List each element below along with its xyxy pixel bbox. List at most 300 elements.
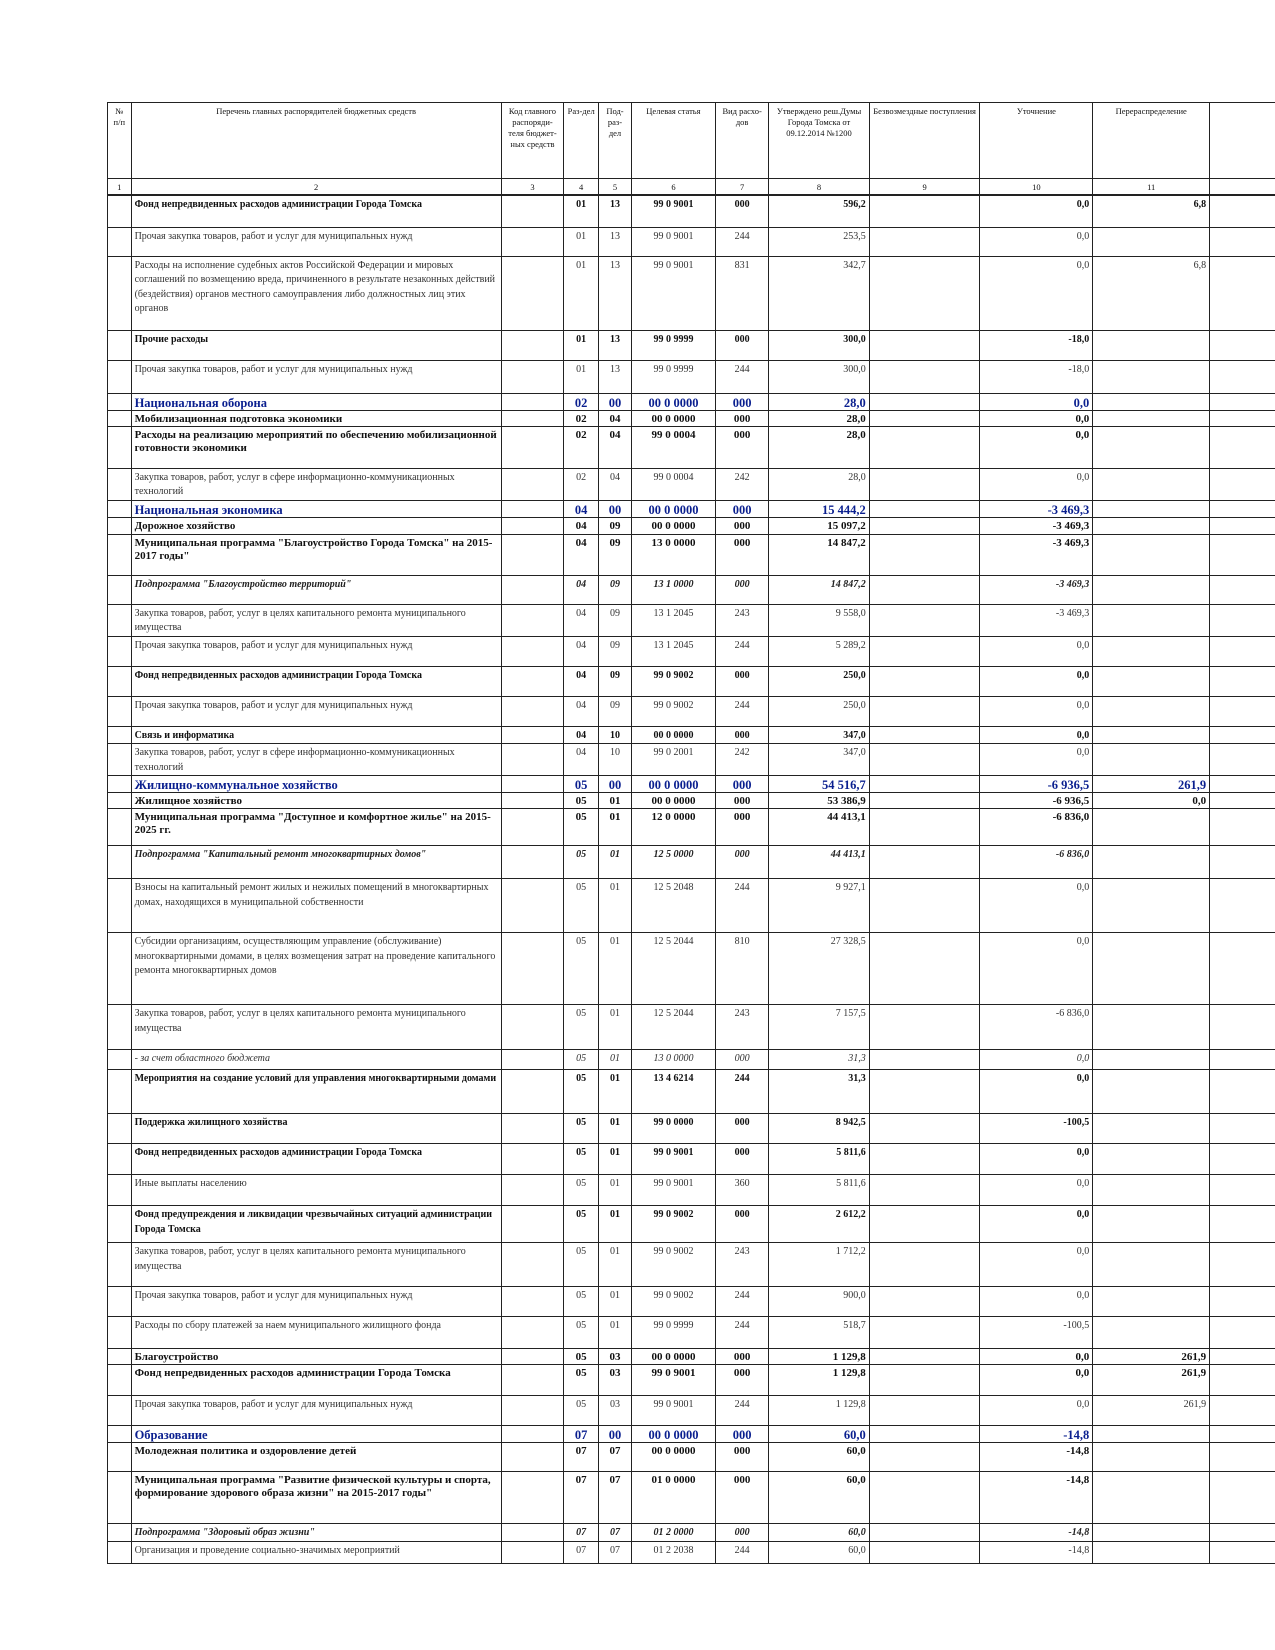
row-csr: 99 0 9002: [631, 696, 715, 726]
row-vr: 831: [715, 256, 768, 330]
row-extra: [1210, 534, 1275, 575]
row-gratis: [869, 1005, 980, 1050]
row-podrazdel: 13: [599, 256, 632, 330]
column-number: 9: [869, 179, 980, 196]
row-gratis: [869, 426, 980, 468]
row-extra: [1210, 846, 1275, 879]
row-grbs: [501, 776, 564, 793]
row-csr: 99 0 9001: [631, 227, 715, 256]
row-grbs: [501, 1365, 564, 1396]
row-number: [108, 410, 132, 426]
row-vr: 000: [715, 1349, 768, 1365]
row-name: Образование: [131, 1426, 501, 1443]
row-razdel: 05: [564, 1349, 599, 1365]
column-number: 10: [980, 179, 1093, 196]
row-podrazdel: 09: [599, 604, 632, 636]
row-approved: 28,0: [769, 468, 869, 500]
row-razdel: 04: [564, 636, 599, 666]
header-vr: Вид расхо-дов: [715, 103, 768, 179]
row-clarify: 0,0: [980, 1050, 1093, 1070]
row-grbs: [501, 227, 564, 256]
row-approved: 300,0: [769, 330, 869, 360]
row-podrazdel: 09: [599, 575, 632, 604]
row-csr: 99 0 9001: [631, 1365, 715, 1396]
row-extra: [1210, 1317, 1275, 1349]
table-row: [108, 776, 1275, 793]
row-razdel: 05: [564, 1050, 599, 1070]
row-redistrib: [1093, 879, 1210, 933]
row-name: Прочая закупка товаров, работ и услуг для муниципальных нужд: [131, 1396, 501, 1426]
row-vr: 000: [715, 1144, 768, 1175]
row-name: Закупка товаров, работ, услуг в целях капитального ремонта муниципального имущества: [131, 1243, 501, 1287]
table-row: [108, 1317, 1275, 1349]
row-name: Мобилизационная подготовка экономики: [131, 410, 501, 426]
row-gratis: [869, 1243, 980, 1287]
row-csr: 99 0 9001: [631, 1175, 715, 1206]
table-row: [108, 575, 1275, 604]
row-extra: [1210, 1070, 1275, 1114]
row-vr: 000: [715, 1426, 768, 1443]
row-csr: 00 0 0000: [631, 726, 715, 744]
table-row: [108, 1349, 1275, 1365]
row-razdel: 01: [564, 330, 599, 360]
row-vr: 000: [715, 1365, 768, 1396]
row-name: Фонд непредвиденных расходов администрации Города Томска: [131, 1144, 501, 1175]
row-vr: 244: [715, 1317, 768, 1349]
row-csr: 01 0 0000: [631, 1472, 715, 1524]
table-row: [108, 696, 1275, 726]
row-approved: 14 847,2: [769, 534, 869, 575]
row-name: Национальная оборона: [131, 393, 501, 410]
row-razdel: 05: [564, 1005, 599, 1050]
row-number: [108, 1287, 132, 1317]
row-name: Молодежная политика и оздоровление детей: [131, 1443, 501, 1472]
table-row: [108, 933, 1275, 1005]
row-approved: 7 157,5: [769, 1005, 869, 1050]
row-vr: 242: [715, 468, 768, 500]
row-extra: [1210, 666, 1275, 696]
row-approved: 300,0: [769, 360, 869, 393]
table-row: [108, 468, 1275, 500]
column-number: 11: [1093, 179, 1210, 196]
table-row: [108, 330, 1275, 360]
row-name: Фонд непредвиденных расходов администрации Города Томска: [131, 1365, 501, 1396]
row-extra: [1210, 393, 1275, 410]
row-name: Фонд предупреждения и ликвидации чрезвычайных ситуаций администрации Города Томска: [131, 1206, 501, 1243]
row-csr: 99 0 9002: [631, 1243, 715, 1287]
row-name: Иные выплаты населению: [131, 1175, 501, 1206]
row-grbs: [501, 1144, 564, 1175]
row-vr: 360: [715, 1175, 768, 1206]
row-razdel: 04: [564, 500, 599, 517]
row-grbs: [501, 879, 564, 933]
row-razdel: 01: [564, 227, 599, 256]
row-clarify: 0,0: [980, 256, 1093, 330]
header-approved: Утверждено реш.Думы Города Томска от 09.12.2014 №1200: [769, 103, 869, 179]
row-approved: 54 516,7: [769, 776, 869, 793]
row-vr: 000: [715, 330, 768, 360]
row-approved: 342,7: [769, 256, 869, 330]
row-grbs: [501, 933, 564, 1005]
row-number: [108, 393, 132, 410]
row-clarify: 0,0: [980, 410, 1093, 426]
row-extra: [1210, 1472, 1275, 1524]
row-extra: [1210, 1443, 1275, 1472]
header-redistrib: Перераспределение: [1093, 103, 1210, 179]
row-name: Прочая закупка товаров, работ и услуг для муниципальных нужд: [131, 360, 501, 393]
row-vr: 000: [715, 575, 768, 604]
row-clarify: 0,0: [980, 195, 1093, 227]
row-clarify: -14,8: [980, 1426, 1093, 1443]
row-grbs: [501, 575, 564, 604]
row-gratis: [869, 393, 980, 410]
row-csr: 12 5 2044: [631, 1005, 715, 1050]
row-clarify: 0,0: [980, 426, 1093, 468]
row-clarify: 0,0: [980, 1365, 1093, 1396]
row-podrazdel: 01: [599, 1005, 632, 1050]
row-approved: 5 811,6: [769, 1175, 869, 1206]
row-gratis: [869, 744, 980, 776]
row-podrazdel: 01: [599, 1317, 632, 1349]
row-name: Дорожное хозяйство: [131, 517, 501, 534]
row-gratis: [869, 468, 980, 500]
row-redistrib: [1093, 666, 1210, 696]
row-clarify: -14,8: [980, 1524, 1093, 1542]
row-name: Жилищное хозяйство: [131, 793, 501, 809]
table-row: [108, 666, 1275, 696]
row-extra: [1210, 1243, 1275, 1287]
table-row: [108, 517, 1275, 534]
row-razdel: 05: [564, 1396, 599, 1426]
row-vr: 000: [715, 809, 768, 846]
row-podrazdel: 00: [599, 500, 632, 517]
row-vr: 000: [715, 793, 768, 809]
row-name: Фонд непредвиденных расходов администрации Города Томска: [131, 195, 501, 227]
row-podrazdel: 03: [599, 1349, 632, 1365]
row-vr: 000: [715, 776, 768, 793]
row-vr: 244: [715, 879, 768, 933]
row-podrazdel: 07: [599, 1524, 632, 1542]
row-redistrib: [1093, 846, 1210, 879]
row-name: Фонд непредвиденных расходов администрации Города Томска: [131, 666, 501, 696]
row-vr: 810: [715, 933, 768, 1005]
row-podrazdel: 10: [599, 726, 632, 744]
row-vr: 244: [715, 227, 768, 256]
row-csr: 00 0 0000: [631, 776, 715, 793]
row-approved: 596,2: [769, 195, 869, 227]
row-vr: 000: [715, 726, 768, 744]
row-grbs: [501, 468, 564, 500]
column-number: [1210, 179, 1275, 196]
row-extra: [1210, 195, 1275, 227]
row-number: [108, 666, 132, 696]
row-name: Муниципальная программа "Благоустройство Города Томска" на 2015-2017 годы": [131, 534, 501, 575]
row-razdel: 04: [564, 696, 599, 726]
row-vr: 244: [715, 1287, 768, 1317]
row-clarify: -18,0: [980, 360, 1093, 393]
row-number: [108, 1541, 132, 1563]
row-approved: 900,0: [769, 1287, 869, 1317]
row-grbs: [501, 1349, 564, 1365]
row-vr: 000: [715, 517, 768, 534]
row-podrazdel: 01: [599, 793, 632, 809]
row-grbs: [501, 636, 564, 666]
row-approved: 15 444,2: [769, 500, 869, 517]
row-grbs: [501, 330, 564, 360]
row-vr: 000: [715, 410, 768, 426]
row-name: Поддержка жилищного хозяйства: [131, 1114, 501, 1144]
row-approved: 1 712,2: [769, 1243, 869, 1287]
row-approved: 31,3: [769, 1050, 869, 1070]
row-number: [108, 726, 132, 744]
row-extra: [1210, 604, 1275, 636]
table-row: [108, 1426, 1275, 1443]
row-razdel: 05: [564, 1175, 599, 1206]
row-redistrib: [1093, 1472, 1210, 1524]
table-row: [108, 636, 1275, 666]
row-redistrib: [1093, 575, 1210, 604]
row-approved: 60,0: [769, 1472, 869, 1524]
row-name: Муниципальная программа "Доступное и комфортное жилье" на 2015-2025 гг.: [131, 809, 501, 846]
row-razdel: 05: [564, 1365, 599, 1396]
row-vr: 000: [715, 1206, 768, 1243]
row-approved: 60,0: [769, 1541, 869, 1563]
budget-table-sheet: [107, 102, 1275, 1564]
row-grbs: [501, 744, 564, 776]
row-redistrib: 261,9: [1093, 1365, 1210, 1396]
row-number: [108, 1396, 132, 1426]
row-grbs: [501, 1175, 564, 1206]
row-number: [108, 1206, 132, 1243]
row-grbs: [501, 1426, 564, 1443]
row-csr: 00 0 0000: [631, 500, 715, 517]
row-razdel: 01: [564, 195, 599, 227]
header-row: [108, 103, 1275, 179]
row-vr: 000: [715, 1472, 768, 1524]
row-clarify: -14,8: [980, 1443, 1093, 1472]
table-row: [108, 1005, 1275, 1050]
budget-table: [107, 102, 1275, 1564]
row-gratis: [869, 1114, 980, 1144]
row-redistrib: [1093, 1005, 1210, 1050]
table-row: [108, 1541, 1275, 1563]
row-csr: 99 0 0000: [631, 1114, 715, 1144]
row-redistrib: [1093, 1114, 1210, 1144]
row-number: [108, 1365, 132, 1396]
row-number: [108, 1524, 132, 1542]
row-razdel: 05: [564, 776, 599, 793]
row-grbs: [501, 500, 564, 517]
row-grbs: [501, 1206, 564, 1243]
row-grbs: [501, 1287, 564, 1317]
row-gratis: [869, 1144, 980, 1175]
row-name: - за счет областного бюджета: [131, 1050, 501, 1070]
row-name: Жилищно-коммунальное хозяйство: [131, 776, 501, 793]
row-number: [108, 1144, 132, 1175]
row-vr: 243: [715, 1243, 768, 1287]
table-row: [108, 1050, 1275, 1070]
row-redistrib: [1093, 360, 1210, 393]
row-csr: 13 0 0000: [631, 1050, 715, 1070]
row-grbs: [501, 696, 564, 726]
row-csr: 99 0 9001: [631, 1396, 715, 1426]
row-redistrib: 261,9: [1093, 1396, 1210, 1426]
row-number: [108, 517, 132, 534]
row-podrazdel: 01: [599, 1144, 632, 1175]
row-podrazdel: 13: [599, 330, 632, 360]
row-gratis: [869, 1365, 980, 1396]
row-podrazdel: 03: [599, 1396, 632, 1426]
row-razdel: 07: [564, 1524, 599, 1542]
row-extra: [1210, 575, 1275, 604]
row-extra: [1210, 1175, 1275, 1206]
row-vr: 000: [715, 1524, 768, 1542]
row-extra: [1210, 1349, 1275, 1365]
row-clarify: 0,0: [980, 744, 1093, 776]
row-name: Прочая закупка товаров, работ и услуг для муниципальных нужд: [131, 696, 501, 726]
row-csr: 99 0 9999: [631, 360, 715, 393]
row-approved: 60,0: [769, 1426, 869, 1443]
row-redistrib: [1093, 933, 1210, 1005]
row-approved: 28,0: [769, 393, 869, 410]
row-podrazdel: 09: [599, 517, 632, 534]
row-clarify: 0,0: [980, 468, 1093, 500]
row-number: [108, 776, 132, 793]
table-row: [108, 393, 1275, 410]
row-podrazdel: 13: [599, 195, 632, 227]
row-grbs: [501, 195, 564, 227]
row-podrazdel: 07: [599, 1541, 632, 1563]
row-redistrib: [1093, 1541, 1210, 1563]
row-extra: [1210, 1426, 1275, 1443]
header-razdel: Раз-дел: [564, 103, 599, 179]
row-name: Прочая закупка товаров, работ и услуг для муниципальных нужд: [131, 227, 501, 256]
row-clarify: -3 469,3: [980, 575, 1093, 604]
row-grbs: [501, 1396, 564, 1426]
column-number: 4: [564, 179, 599, 196]
row-number: [108, 360, 132, 393]
row-clarify: -100,5: [980, 1114, 1093, 1144]
row-clarify: -6 836,0: [980, 846, 1093, 879]
row-redistrib: [1093, 393, 1210, 410]
row-vr: 000: [715, 500, 768, 517]
row-vr: 244: [715, 1070, 768, 1114]
row-razdel: 01: [564, 256, 599, 330]
row-razdel: 07: [564, 1472, 599, 1524]
row-gratis: [869, 696, 980, 726]
column-number: 1: [108, 179, 132, 196]
row-name: Подпрограмма "Здоровый образ жизни": [131, 1524, 501, 1542]
table-row: [108, 256, 1275, 330]
row-csr: 13 1 2045: [631, 636, 715, 666]
row-name: Подпрограмма "Благоустройство территорий": [131, 575, 501, 604]
row-extra: [1210, 1050, 1275, 1070]
row-csr: 99 0 0004: [631, 468, 715, 500]
row-gratis: [869, 256, 980, 330]
table-row: [108, 1443, 1275, 1472]
row-clarify: 0,0: [980, 1206, 1093, 1243]
header-csr: Целевая статья: [631, 103, 715, 179]
row-podrazdel: 13: [599, 360, 632, 393]
row-csr: 00 0 0000: [631, 410, 715, 426]
row-podrazdel: 01: [599, 1206, 632, 1243]
row-csr: 12 5 2044: [631, 933, 715, 1005]
row-number: [108, 1114, 132, 1144]
row-redistrib: [1093, 1524, 1210, 1542]
row-extra: [1210, 426, 1275, 468]
header-gratis: Безвозмездные поступления: [869, 103, 980, 179]
row-razdel: 05: [564, 809, 599, 846]
row-csr: 99 0 9999: [631, 1317, 715, 1349]
row-razdel: 05: [564, 846, 599, 879]
column-number: 5: [599, 179, 632, 196]
row-number: [108, 933, 132, 1005]
row-name: Закупка товаров, работ, услуг в целях капитального ремонта муниципального имущества: [131, 604, 501, 636]
row-clarify: 0,0: [980, 1287, 1093, 1317]
row-grbs: [501, 666, 564, 696]
row-csr: 13 0 0000: [631, 534, 715, 575]
column-number: 2: [131, 179, 501, 196]
row-redistrib: [1093, 604, 1210, 636]
row-clarify: 0,0: [980, 1175, 1093, 1206]
row-name: Прочие расходы: [131, 330, 501, 360]
row-name: Расходы по сбору платежей за наем муниципального жилищного фонда: [131, 1317, 501, 1349]
row-grbs: [501, 1050, 564, 1070]
row-podrazdel: 01: [599, 933, 632, 1005]
row-approved: 1 129,8: [769, 1396, 869, 1426]
row-csr: 13 4 6214: [631, 1070, 715, 1114]
row-extra: [1210, 330, 1275, 360]
row-name: Расходы на реализацию мероприятий по обеспечению мобилизационной готовности экономики: [131, 426, 501, 468]
row-clarify: 0,0: [980, 933, 1093, 1005]
row-extra: [1210, 500, 1275, 517]
row-redistrib: [1093, 534, 1210, 575]
row-number: [108, 879, 132, 933]
row-number: [108, 696, 132, 726]
table-row: [108, 410, 1275, 426]
row-gratis: [869, 1175, 980, 1206]
row-redistrib: [1093, 1243, 1210, 1287]
row-redistrib: [1093, 426, 1210, 468]
row-gratis: [869, 1287, 980, 1317]
row-redistrib: [1093, 1443, 1210, 1472]
row-vr: 243: [715, 1005, 768, 1050]
row-name: Закупка товаров, работ, услуг в сфере информационно-коммуникационных технологий: [131, 468, 501, 500]
row-extra: [1210, 1541, 1275, 1563]
table-row: [108, 793, 1275, 809]
row-clarify: -6 836,0: [980, 809, 1093, 846]
row-approved: 15 097,2: [769, 517, 869, 534]
row-name: Мероприятия на создание условий для управления многоквартирными домами: [131, 1070, 501, 1114]
row-razdel: 05: [564, 793, 599, 809]
row-csr: 12 5 2048: [631, 879, 715, 933]
row-number: [108, 468, 132, 500]
row-gratis: [869, 1524, 980, 1542]
row-csr: 99 0 9999: [631, 330, 715, 360]
row-podrazdel: 00: [599, 393, 632, 410]
row-gratis: [869, 726, 980, 744]
row-number: [108, 793, 132, 809]
column-number: 8: [769, 179, 869, 196]
row-razdel: 04: [564, 575, 599, 604]
row-razdel: 05: [564, 1206, 599, 1243]
row-vr: 000: [715, 1114, 768, 1144]
row-number: [108, 1175, 132, 1206]
row-extra: [1210, 1396, 1275, 1426]
row-vr: 000: [715, 666, 768, 696]
row-number: [108, 1243, 132, 1287]
row-csr: 99 0 9001: [631, 256, 715, 330]
